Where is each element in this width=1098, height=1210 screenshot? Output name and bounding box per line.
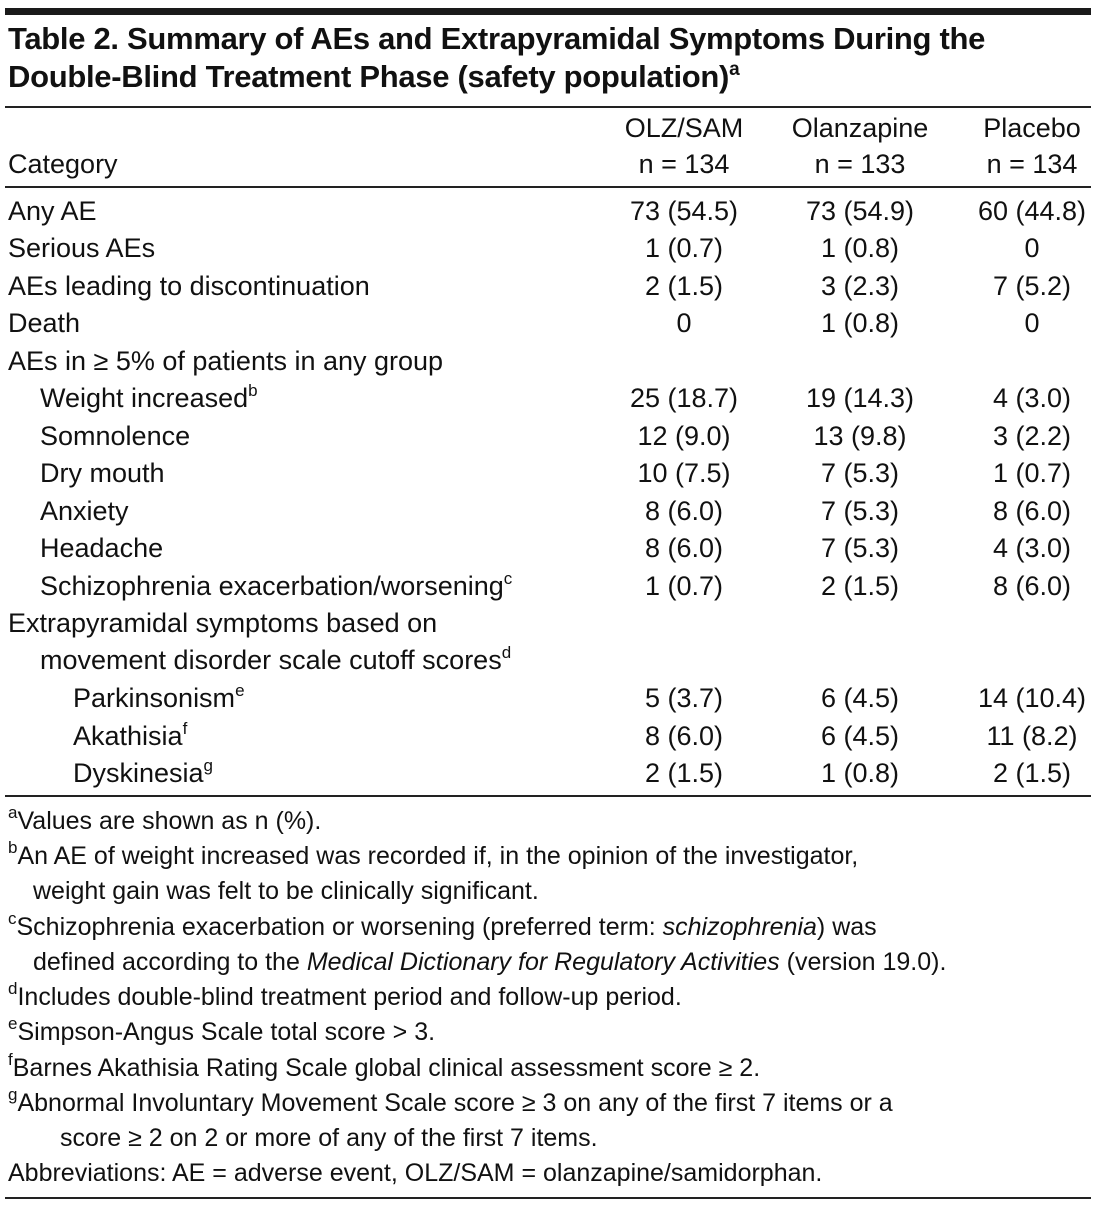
footnote-marker: c xyxy=(503,569,513,588)
cell-olanzapine: 1 (0.8) xyxy=(820,758,900,788)
cell-placebo: 1 (0.7) xyxy=(992,458,1072,488)
row-label-section: Extrapyramidal symptoms based on xyxy=(8,608,438,638)
row-label: Parkinsonism$^e$ xyxy=(73,681,245,713)
row-label: Somnolence xyxy=(40,421,191,451)
cell-olanzapine: 2 (1.5) xyxy=(820,571,900,601)
cell-olz-sam: 12 (9.0) xyxy=(637,421,731,451)
footnote-e: $^e$Simpson-Angus Scale total score > 3. xyxy=(8,1014,436,1046)
cell-placebo: 14 (10.4) xyxy=(977,683,1087,713)
row-label: Dry mouth xyxy=(40,458,165,488)
row-label: Schizophrenia exacerbation/worsening$^c$ xyxy=(40,569,513,601)
cell-olz-sam: 8 (6.0) xyxy=(644,496,724,526)
header-olz-sam-n: n = 134 xyxy=(638,149,730,179)
row-label: Dyskinesia$^g$ xyxy=(73,756,214,788)
cell-olz-sam: 1 (0.7) xyxy=(644,233,724,263)
row-label: Headache xyxy=(40,533,164,563)
cell-olz-sam: 1 (0.7) xyxy=(644,571,724,601)
row-label-section-cont: movement disorder scale cutoff scores$^d$ xyxy=(40,643,512,675)
cell-olz-sam: 5 (3.7) xyxy=(644,683,724,713)
cell-placebo: 60 (44.8) xyxy=(977,196,1087,226)
header-olanzapine: Olanzapine xyxy=(791,113,929,143)
header-category: Category xyxy=(8,149,118,179)
cell-olz-sam: 8 (6.0) xyxy=(644,533,724,563)
cell-olanzapine: 7 (5.3) xyxy=(820,533,900,563)
footnote-marker: g xyxy=(203,756,214,775)
cell-olanzapine: 19 (14.3) xyxy=(805,383,915,413)
cell-placebo: 4 (3.0) xyxy=(992,383,1072,413)
footnote-c: $^c$Schizophrenia exacerbation or worsening (preferred term: schizophrenia) was xyxy=(8,909,877,941)
title-line-1: Table 2. Summary of AEs and Extrapyramidal Symptoms During the xyxy=(8,21,986,56)
footnote-a: $^a$Values are shown as n (%). xyxy=(8,803,322,835)
cell-placebo: 0 xyxy=(1024,308,1040,338)
footnote-d: $^d$Includes double-blind treatment period and follow-up period. xyxy=(8,979,682,1011)
bottom-rule xyxy=(5,1197,1091,1199)
cell-olz-sam: 73 (54.5) xyxy=(629,196,739,226)
row-label: Anxiety xyxy=(40,496,129,526)
title-footnote-marker: a xyxy=(729,59,740,80)
title-line-2: Double-Blind Treatment Phase (safety population) xyxy=(8,59,730,94)
cell-placebo: 7 (5.2) xyxy=(992,271,1072,301)
header-top-rule xyxy=(5,106,1091,108)
footnote-c-cont: defined according to the Medical Dictionary for Regulatory Activities (version 19.0). xyxy=(33,948,947,976)
row-label: Death xyxy=(8,308,81,338)
footnote-marker: e xyxy=(235,681,245,700)
header-bottom-rule xyxy=(5,186,1091,188)
cell-olanzapine: 7 (5.3) xyxy=(820,458,900,488)
cell-olanzapine: 1 (0.8) xyxy=(820,233,900,263)
top-rule xyxy=(5,8,1091,15)
header-olanzapine-n: n = 133 xyxy=(814,149,906,179)
footnote-marker: f xyxy=(182,719,188,738)
header-olz-sam: OLZ/SAM xyxy=(624,113,744,143)
header-placebo-n: n = 134 xyxy=(986,149,1078,179)
cell-olz-sam: 10 (7.5) xyxy=(637,458,731,488)
footnote-marker: b xyxy=(248,381,258,400)
footnote-f: $^f$Barnes Akathisia Rating Scale global clinical assessment score ≥ 2. xyxy=(8,1050,761,1082)
row-label-section: AEs in ≥ 5% of patients in any group xyxy=(8,346,444,376)
cell-olanzapine: 6 (4.5) xyxy=(820,683,900,713)
row-label: Akathisia$^f$ xyxy=(73,719,188,751)
footnote-marker: d xyxy=(501,643,512,662)
footnote-b-cont: weight gain was felt to be clinically significant. xyxy=(33,877,539,905)
row-label: Serious AEs xyxy=(8,233,156,263)
cell-placebo: 8 (6.0) xyxy=(992,571,1072,601)
abbreviations: Abbreviations: AE = adverse event, OLZ/SAM = olanzapine/samidorphan. xyxy=(8,1159,823,1187)
cell-olanzapine: 7 (5.3) xyxy=(820,496,900,526)
table-title xyxy=(8,20,1092,96)
footnote-b: $^b$An AE of weight increased was recorded if, in the opinion of the investigator, xyxy=(8,838,859,870)
cell-olz-sam: 8 (6.0) xyxy=(644,721,724,751)
footnote-g-cont: score ≥ 2 on 2 or more of any of the first 7 items. xyxy=(60,1124,598,1152)
row-label: AEs leading to discontinuation xyxy=(8,271,370,301)
cell-olz-sam: 2 (1.5) xyxy=(644,271,724,301)
cell-olz-sam: 0 xyxy=(676,308,692,338)
cell-olanzapine: 6 (4.5) xyxy=(820,721,900,751)
cell-placebo: 8 (6.0) xyxy=(992,496,1072,526)
cell-placebo: 3 (2.2) xyxy=(992,421,1072,451)
cell-olanzapine: 3 (2.3) xyxy=(820,271,900,301)
cell-olanzapine: 1 (0.8) xyxy=(820,308,900,338)
cell-olz-sam: 2 (1.5) xyxy=(644,758,724,788)
cell-placebo: 0 xyxy=(1024,233,1040,263)
cell-olanzapine: 73 (54.9) xyxy=(805,196,915,226)
footnote-g: $^g$Abnormal Involuntary Movement Scale score ≥ 3 on any of the first 7 items or a xyxy=(8,1085,893,1117)
cell-olanzapine: 13 (9.8) xyxy=(813,421,907,451)
cell-placebo: 11 (8.2) xyxy=(986,721,1078,751)
row-label: Weight increased$^b$ xyxy=(40,381,258,413)
cell-placebo: 2 (1.5) xyxy=(992,758,1072,788)
header-placebo: Placebo xyxy=(983,113,1081,143)
cell-olz-sam: 25 (18.7) xyxy=(629,383,739,413)
table-bottom-rule xyxy=(5,795,1091,797)
row-label: Any AE xyxy=(8,196,97,226)
cell-placebo: 4 (3.0) xyxy=(992,533,1072,563)
